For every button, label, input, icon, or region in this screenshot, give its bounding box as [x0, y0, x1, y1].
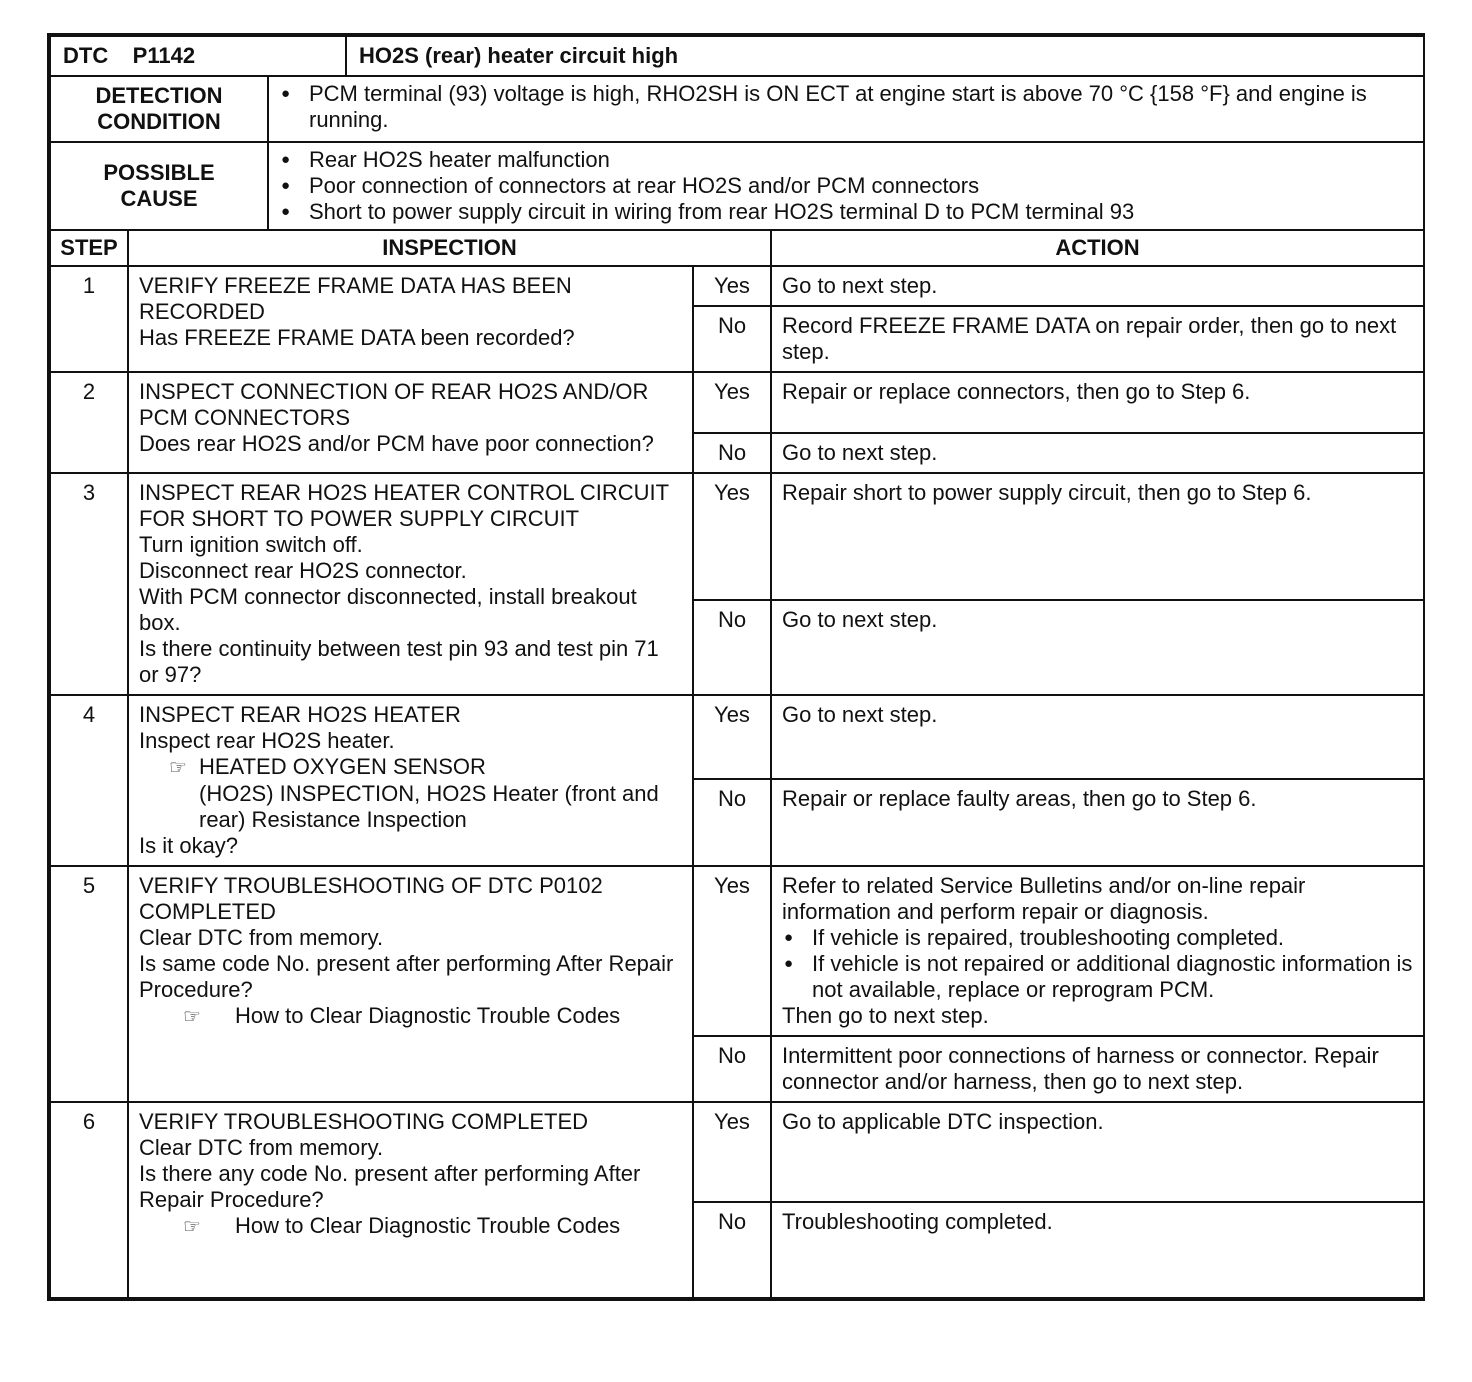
cause-item: ● Rear HO2S heater malfunction [277, 147, 1415, 173]
no-label: No [693, 779, 771, 866]
yes-action: Repair short to power supply circuit, then go to Step 6. [771, 473, 1424, 600]
detection-row [50, 76, 1424, 142]
yes-label: Yes [693, 473, 771, 600]
no-action: Troubleshooting completed. [771, 1202, 1424, 1298]
reference-link[interactable]: ☞ How to Clear Diagnostic Trouble Codes [183, 1003, 621, 1028]
yes-action: Go to next step. [771, 266, 1424, 306]
pointing-hand-icon: ☞ [183, 1216, 201, 1238]
detection-item: ● PCM terminal (93) voltage is high, RHO2SH is ON ECT at engine start is above 70 °C {158 °F} and engine is running. [277, 81, 1415, 133]
no-action: Repair or replace faulty areas, then go to Step 6. [771, 779, 1424, 866]
steps-table [49, 229, 1425, 1299]
dtc-summary-table [49, 35, 1425, 231]
dtc-procedure-document [47, 33, 1425, 1301]
step-inspection: VERIFY FREEZE FRAME DATA HAS BEEN RECORDED Has FREEZE FRAME DATA been recorded? [128, 266, 693, 372]
detection-label: DETECTION CONDITION [50, 76, 268, 142]
step-number: 2 [50, 372, 128, 473]
pointing-hand-icon: ☞ [183, 1006, 201, 1028]
step-inspection: VERIFY TROUBLESHOOTING OF DTC P0102 COMPLETED Clear DTC from memory. Is same code No. present after performing After Repair Procedure? ☞ How to Clear Diagnostic Trouble Codes [128, 866, 693, 1102]
reference-link[interactable]: ☞ How to Clear Diagnostic Trouble Codes [183, 1213, 621, 1238]
step-column-header: STEP [50, 230, 128, 266]
no-action: Go to next step. [771, 433, 1424, 473]
yes-action: Go to next step. [771, 695, 1424, 779]
inspection-column-header: INSPECTION [128, 230, 771, 266]
action-bullet: ● If vehicle is not repaired or additional diagnostic information is not available, replace or reprogram PCM. [782, 951, 1413, 1003]
step-row [50, 866, 1424, 1036]
step-row [50, 473, 1424, 600]
reference-link[interactable]: ☞ HEATED OXYGEN SENSOR [169, 754, 486, 779]
dtc-code-cell [50, 36, 346, 76]
step-row [50, 372, 1424, 433]
step-inspection: INSPECT CONNECTION OF REAR HO2S AND/OR PCM CONNECTORS Does rear HO2S and/or PCM have poor connection? [128, 372, 693, 473]
no-label: No [693, 1202, 771, 1298]
step-inspection: VERIFY TROUBLESHOOTING COMPLETED Clear DTC from memory. Is there any code No. present after performing After Repair Procedure? ☞ How to Clear Diagnostic Trouble Codes [128, 1102, 693, 1298]
yes-label: Yes [693, 266, 771, 306]
detection-condition [268, 76, 1424, 142]
dtc-label: DTC [63, 43, 109, 68]
steps-header-row [50, 230, 1424, 266]
action-bullet: ● If vehicle is repaired, troubleshooting completed. [782, 925, 1413, 951]
step-number: 6 [50, 1102, 128, 1298]
possible-cause-label: POSSIBLE CAUSE [50, 142, 268, 230]
no-label: No [693, 1036, 771, 1102]
step-row [50, 266, 1424, 306]
dtc-header-row [50, 36, 1424, 76]
no-action: Intermittent poor connections of harness or connector. Repair connector and/or harness, then go to next step. [771, 1036, 1424, 1102]
cause-item: ● Short to power supply circuit in wiring from rear HO2S terminal D to PCM terminal 93 [277, 199, 1415, 225]
yes-action: Go to applicable DTC inspection. [771, 1102, 1424, 1202]
yes-label: Yes [693, 372, 771, 433]
yes-action: Refer to related Service Bulletins and/or on-line repair information and perform repair or diagnosis. ● If vehicle is repaired, troubleshooting completed. ● If vehicle is not repaired or additional diagnostic information is not available, replace or reprogram PCM. Then go to next step. [771, 866, 1424, 1036]
step-inspection: INSPECT REAR HO2S HEATER Inspect rear HO2S heater. ☞ HEATED OXYGEN SENSOR (HO2S) INSPECTION, HO2S Heater (front and rear) Resistance Inspection Is it okay? [128, 695, 693, 866]
cause-item: ● Poor connection of connectors at rear HO2S and/or PCM connectors [277, 173, 1415, 199]
dtc-title: HO2S (rear) heater circuit high [346, 36, 1424, 76]
step-inspection: INSPECT REAR HO2S HEATER CONTROL CIRCUIT FOR SHORT TO POWER SUPPLY CIRCUIT Turn ignition switch off. Disconnect rear HO2S connector. With PCM connector disconnected, install breakout box. Is there continuity between test pin 93 and test pin 71 or 97? [128, 473, 693, 695]
step-number: 3 [50, 473, 128, 695]
no-action: Record FREEZE FRAME DATA on repair order, then go to next step. [771, 306, 1424, 372]
step-number: 1 [50, 266, 128, 372]
step-number: 4 [50, 695, 128, 866]
yes-label: Yes [693, 1102, 771, 1202]
no-label: No [693, 600, 771, 695]
action-column-header: ACTION [771, 230, 1424, 266]
pointing-hand-icon: ☞ [169, 757, 187, 779]
no-action: Go to next step. [771, 600, 1424, 695]
possible-cause-list [268, 142, 1424, 230]
yes-action: Repair or replace connectors, then go to Step 6. [771, 372, 1424, 433]
step-row [50, 1102, 1424, 1202]
yes-label: Yes [693, 695, 771, 779]
step-row [50, 695, 1424, 779]
no-label: No [693, 433, 771, 473]
step-number: 5 [50, 866, 128, 1102]
no-label: No [693, 306, 771, 372]
possible-cause-row [50, 142, 1424, 230]
dtc-code: P1142 [132, 43, 196, 68]
yes-label: Yes [693, 866, 771, 1036]
